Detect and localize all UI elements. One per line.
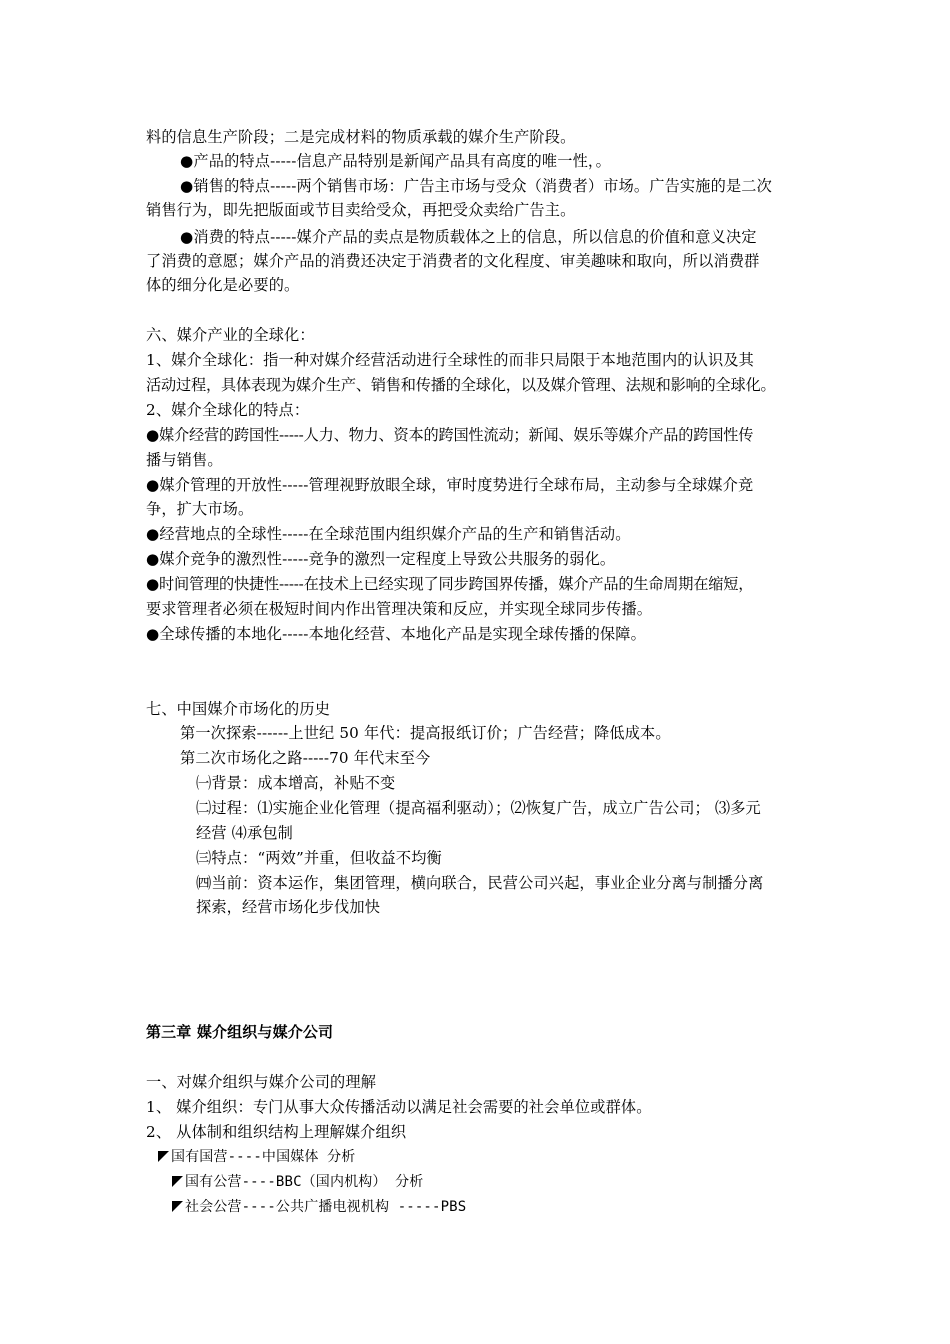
text-line: 争，扩大市场。: [146, 500, 254, 518]
text-line: 1、媒介全球化：指一种对媒介经营活动进行全球性的而非只局限于本地范围内的认识及其: [146, 351, 754, 369]
text-line: 2、媒介全球化的特点：: [146, 401, 310, 419]
text-line: 1、 媒介组织：专门从事大众传播活动以满足社会需要的社会单位或群体。: [146, 1098, 652, 1116]
text-line: ㈢特点：“两效”并重，但收益不均衡: [196, 849, 442, 867]
text-line: 料的信息生产阶段；二是完成材料的物质承载的媒介生产阶段。: [146, 128, 576, 146]
text-line: ㈠背景：成本增高，补贴不变: [196, 774, 396, 792]
list-item: [172, 1170, 423, 1194]
text-line: 体的细分化是必要的。: [146, 276, 300, 294]
text-line: 第一次探索------上世纪 50 年代：提高报纸订价；广告经营；降低成本。: [180, 724, 671, 742]
text-line: 要求管理者必须在极短时间内作出管理决策和反应，并实现全球同步传播。: [146, 600, 653, 618]
section-heading: 一、对媒介组织与媒介公司的理解: [146, 1073, 377, 1091]
list-item-text: 社会公营----公共广播电视机构 -----PBS: [185, 1199, 467, 1215]
text-line: ●媒介管理的开放性-----管理视野放眼全球，审时度势进行全球布局，主动参与全球媒介竞: [146, 476, 754, 494]
text-line: ●时间管理的快捷性-----在技术上已经实现了同步跨国界传播，媒介产品的生命周期在缩短，: [146, 575, 754, 593]
text-line: ●消费的特点-----媒介产品的卖点是物质载体之上的信息，所以信息的价值和意义决定: [180, 228, 757, 246]
black-corner-triangle-icon: [172, 1176, 183, 1187]
text-line: ㈡过程：⑴实施企业化管理（提高福利驱动）；⑵恢复广告，成立广告公司； ⑶多元: [196, 799, 761, 817]
list-item-text: 国有公营----BBC（国内机构） 分析: [185, 1174, 424, 1190]
black-corner-triangle-icon: [158, 1151, 169, 1162]
black-corner-triangle-icon: [172, 1201, 183, 1212]
list-item-text: 国有国营----中国媒体 分析: [171, 1149, 356, 1165]
text-line: 经营 ⑷承包制: [196, 824, 294, 842]
text-line: ●全球传播的本地化-----本地化经营、本地化产品是实现全球传播的保障。: [146, 625, 646, 643]
chapter-title: 第三章 媒介组织与媒介公司: [146, 1023, 334, 1041]
text-line: 活动过程，具体表现为媒介生产、销售和传播的全球化，以及媒介管理、法规和影响的全球化。: [146, 376, 776, 394]
text-line: 探索，经营市场化步伐加快: [196, 898, 381, 916]
text-line: ●媒介经营的跨国性-----人力、物力、资本的跨国性流动；新闻、娱乐等媒介产品的跨国性传: [146, 426, 754, 444]
text-line: ●经营地点的全球性-----在全球范围内组织媒介产品的生产和销售活动。: [146, 525, 631, 543]
section-heading: 七、中国媒介市场化的历史: [146, 700, 331, 718]
text-line: 了消费的意愿；媒介产品的消费还决定于消费者的文化程度、审美趣味和取向，所以消费群: [146, 252, 760, 270]
list-item: [158, 1145, 355, 1169]
text-line: 销售行为，即先把版面或节目卖给受众，再把受众卖给广告主。: [146, 201, 576, 219]
text-line: ●产品的特点-----信息产品特别是新闻产品具有高度的唯一性，。: [180, 152, 611, 170]
section-heading: 六、媒介产业的全球化：: [146, 326, 315, 344]
text-line: 第二次市场化之路-----70 年代末至今: [180, 749, 431, 767]
list-item: [172, 1195, 466, 1219]
text-line: 播与销售。: [146, 451, 223, 469]
text-line: ●销售的特点-----两个销售市场：广告主市场与受众（消费者）市场。广告实施的是二次: [180, 177, 772, 195]
text-line: ●媒介竞争的激烈性-----竞争的激烈一定程度上导致公共服务的弱化。: [146, 550, 616, 568]
text-line: ㈣当前：资本运作，集团管理，横向联合，民营公司兴起，事业企业分离与制播分离: [196, 874, 764, 892]
text-line: 2、 从体制和组织结构上理解媒介组织: [146, 1123, 407, 1141]
